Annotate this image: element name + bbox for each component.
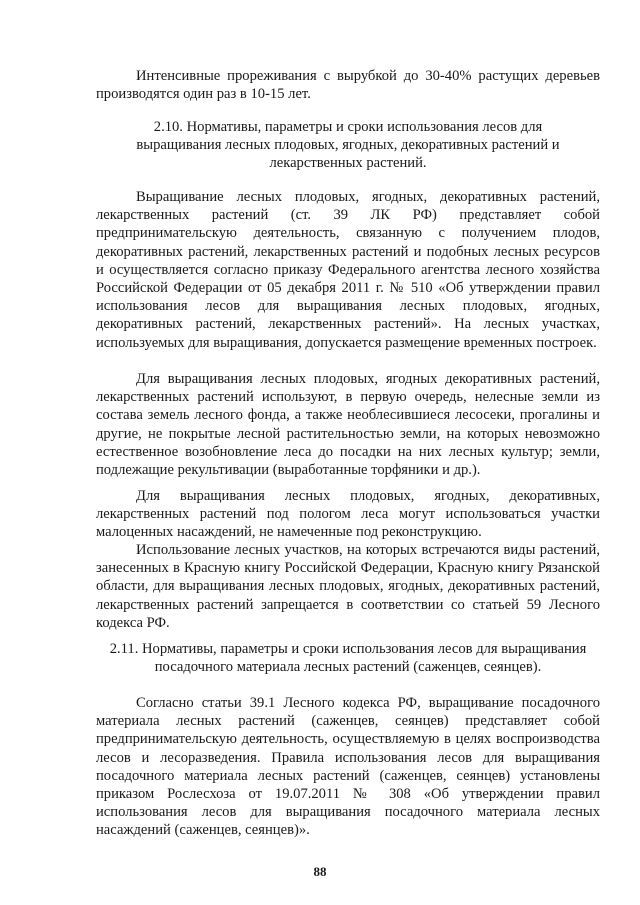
- intro-paragraph: Интенсивные прореживания с вырубкой до 30-40% растущих деревьев производятся один раз в 10-15 лет.: [96, 68, 600, 103]
- section-2-10-paragraph-3: Для выращивания лесных плодовых, ягодных, декоративных, лекарственных растений под пологом леса могут использоваться участки малоценных насаждений, не намеченные под реконструкцию.: [96, 488, 600, 541]
- section-2-10-paragraph-4: Использование лесных участков, на которых встречаются виды растений, занесенных в Красную книгу Российской Федерации, Красную книгу Рязанской области, для выращивания лесных плодовых, ягодных, декоративных растений, лекарственных растений запрещается в соответствии со статьей 59 Лесного кодекса РФ.: [96, 542, 600, 631]
- section-2-10-heading: 2.10. Нормативы, параметры и сроки использования лесов для выращивания лесных плодовых, ягодных, декоративных растений и лекарственных растений.: [136, 119, 560, 172]
- section-2-11-heading: 2.11. Нормативы, параметры и сроки использования лесов для выращивания посадочного материала лесных растений (саженцев, сеянцев).: [109, 641, 587, 676]
- section-2-11-paragraph-1: Согласно статьи 39.1 Лесного кодекса РФ, выращивание посадочного материала лесных растений (саженцев, сеянцев) представляет собой предпринимательскую деятельность, осуществляемую в целях воспроизводства лесов и лесоразведения. Правила использования лесов для выращивания посадочного материала лесных растений (саженцев, сеянцев) установлены приказом Рослесхоза от 19.07.2011 № 308 «Об утверждении правил использования лесов для выращивания посадочного материала лесных насаждений (саженцев, сеянцев)».: [96, 695, 600, 839]
- section-2-10-paragraph-2: Для выращивания лесных плодовых, ягодных декоративных растений, лекарственных растений используют, в первую очередь, нелесные земли из состава земель лесного фонда, а также необлесившиеся лесосеки, прогалины и другие, не покрытые лесной растительностью земли, на которых невозможно естественное возобновление леса до посадки на них лесных культур; земли, подлежащие рекультивации (выработанные торфяники и др.).: [96, 371, 600, 479]
- section-2-10-paragraph-1: Выращивание лесных плодовых, ягодных, декоративных растений, лекарственных растений (ст. 39 ЛК РФ) представляет собой предпринимательскую деятельность, связанную с получением плодов, декоративных растений, лекарственных растений и подобных лесных ресурсов и осуществляется согласно приказу Федерального агентства лесного хозяйства Российской Федерации от 05 декабря 2011 г. № 510 «Об утверждении правил использования лесов для выращивания лесных плодовых, ягодных, декоративных растений, лекарственных растений». На лесных участках, используемых для выращивания, допускается размещение временных построек.: [96, 189, 600, 351]
- page-number: 88: [313, 864, 327, 879]
